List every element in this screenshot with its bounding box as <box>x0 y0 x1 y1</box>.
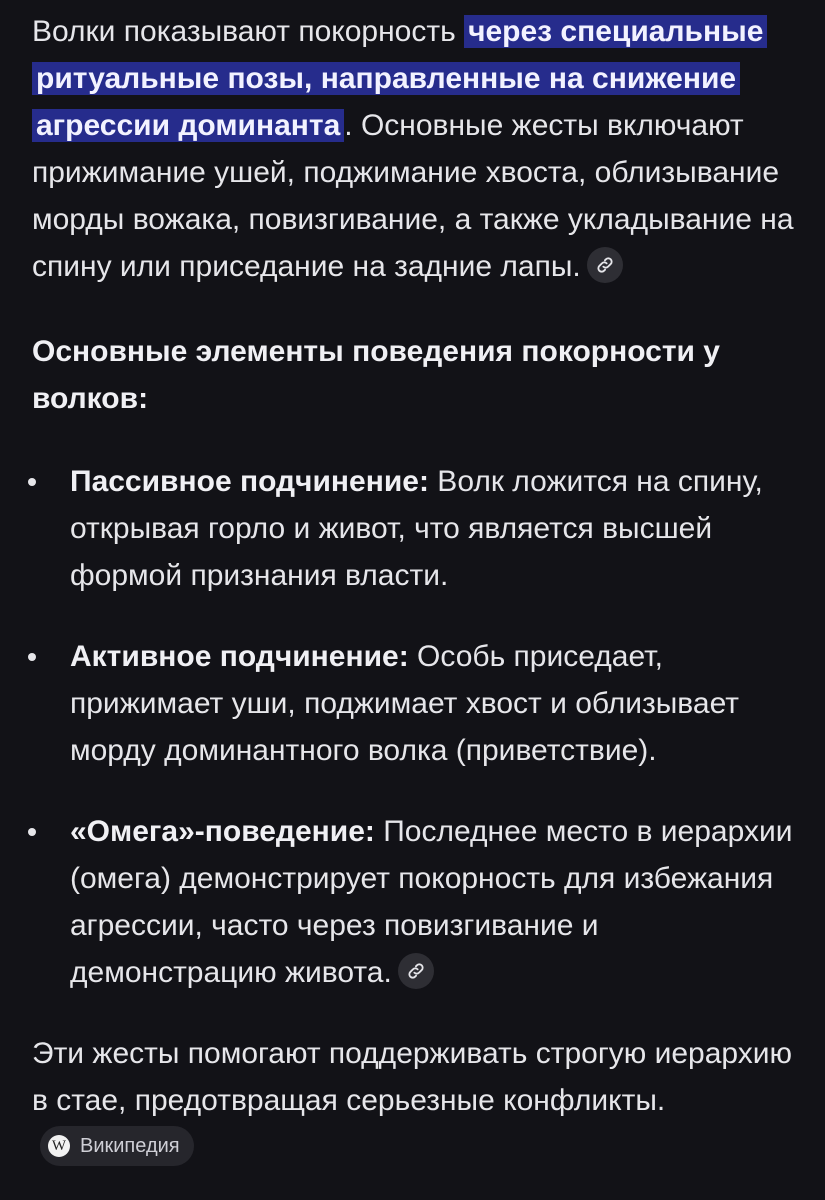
bullet <box>28 828 36 836</box>
wikipedia-source-chip[interactable] <box>40 1126 194 1166</box>
section-heading: Основные элементы поведения покорности у волков: <box>32 335 720 415</box>
link-icon <box>406 961 426 981</box>
source-link-button[interactable] <box>587 247 623 283</box>
list-item-title: «Омега»-поведение: <box>70 815 375 848</box>
source-label: Википедия <box>80 1134 180 1157</box>
intro-text-before: Волки показывают покорность <box>32 15 465 48</box>
list-item-title: Активное подчинение: <box>70 640 409 673</box>
list-item-text: Последнее место в иерархии (омега) демонстрирует покорность для избежания агрессии, часто через повизгивание и демонстрацию живота. <box>70 815 793 989</box>
list-item-text: Волк ложится на спину, открывая горло и живот, что является высшей формой признания власти. <box>70 465 763 592</box>
intro-text-after: . Основные жесты включают прижимание ушей, поджимание хвоста, облизывание морды вожака, повизгивание, а также укладывание на спину или приседание на задние лапы. <box>32 109 794 283</box>
highlighted-phrase[interactable]: через специальные ритуальные позы, направленные на снижение агрессии доминанта <box>32 15 767 142</box>
closing-paragraph <box>32 1030 802 1171</box>
list-item <box>32 458 802 599</box>
link-icon <box>595 255 615 275</box>
behavior-list <box>32 458 802 996</box>
list-item <box>32 633 802 774</box>
bullet <box>28 478 36 486</box>
list-item <box>32 808 802 996</box>
list-item-title: Пассивное подчинение: <box>70 465 429 498</box>
closing-text: Эти жесты помогают поддерживать строгую иерархию в стае, предотвращая серьезные конфликты. <box>32 1037 793 1117</box>
answer-content <box>32 8 802 1171</box>
bullet <box>28 653 36 661</box>
intro-paragraph <box>32 8 802 290</box>
source-link-button[interactable] <box>398 953 434 989</box>
list-item-text: Особь приседает, прижимает уши, поджимает хвост и облизывает морду доминантного волка (приветствие). <box>70 640 740 767</box>
wikipedia-icon: W <box>48 1135 70 1157</box>
